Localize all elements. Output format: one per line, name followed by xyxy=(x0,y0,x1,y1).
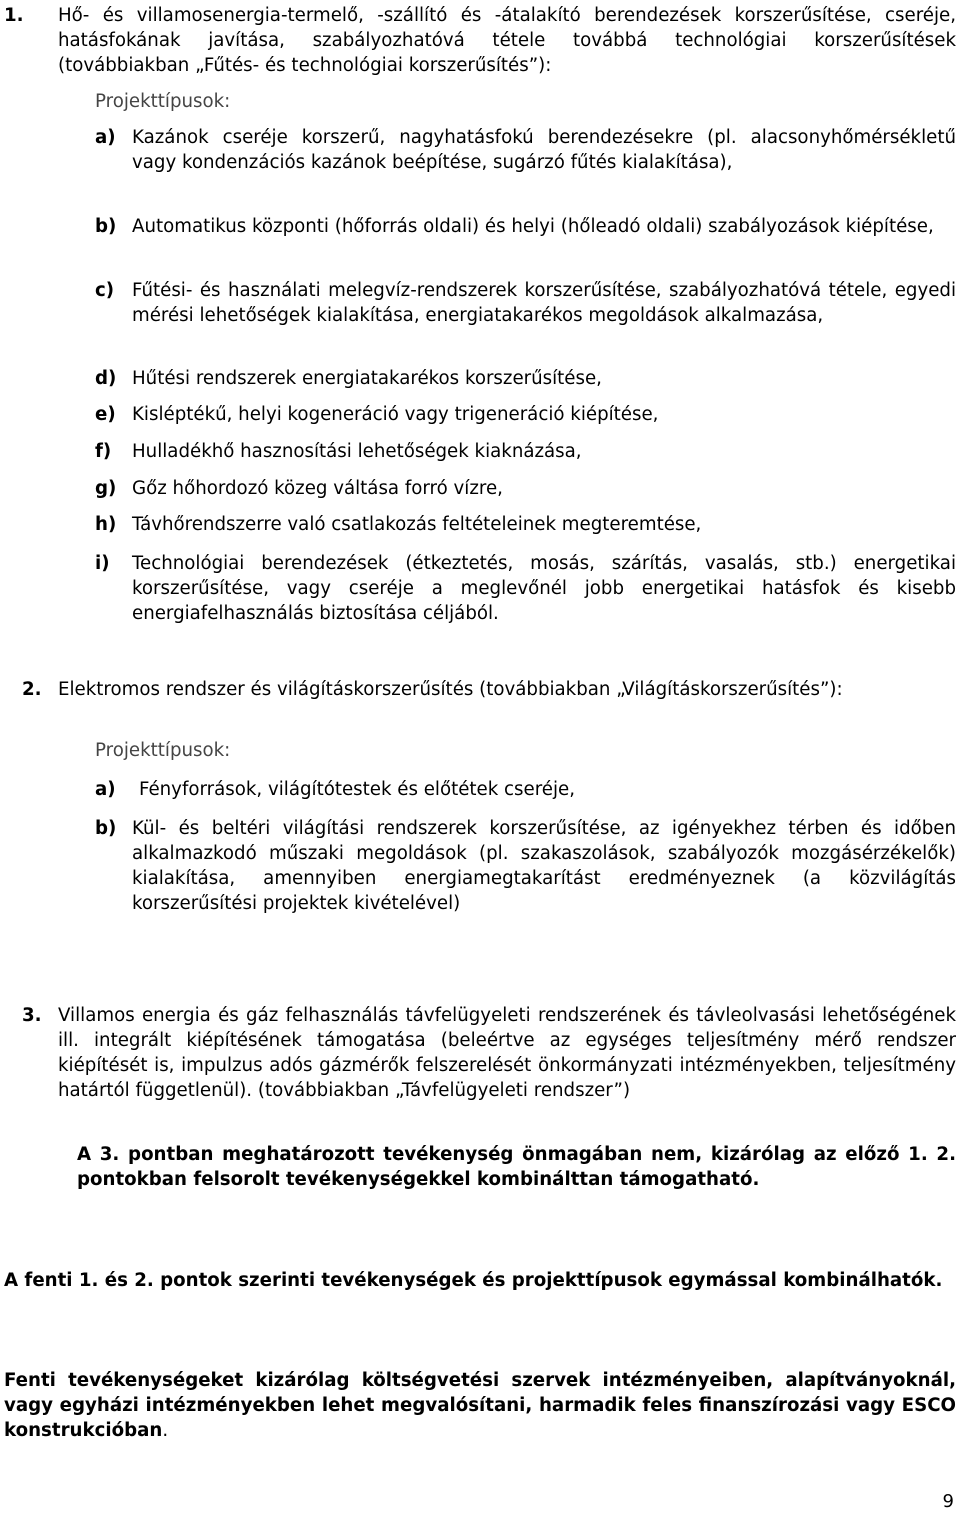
section-1-heading: Hő- és villamosenergia-termelő, -szállító és -átalakító berendezések korszerűsítése, cseréje, hatásfokának javítása, szabályozhatóvá tétele továbbá technológiai korszerűsítések (továbbiakban „Fűtés- és technológiai korszerűsítés”): xyxy=(58,5,956,76)
item-label: f) xyxy=(95,441,112,462)
section-1-item-e xyxy=(95,402,956,427)
section-3-number: 3. xyxy=(22,1005,42,1026)
item-label: c) xyxy=(95,280,115,301)
section-1-item-i xyxy=(95,551,956,626)
item-text: Kisléptékű, helyi kogeneráció vagy trigeneráció kiépítése, xyxy=(132,404,659,425)
item-text: Technológiai berendezések (étkeztetés, mosás, szárítás, vasalás, stb.) energetikai korszerűsítése, vagy cseréje a meglevőnél jobb energetikai hatásfok és kisebb energiafelhasználás biztosítása céljából. xyxy=(132,553,956,624)
item-label: b) xyxy=(95,818,117,839)
section-3-note: A 3. pontban meghatározott tevékenység önmagában nem, kizárólag az előző 1. 2. pontokban felsorolt tevékenységekkel kombinálttan támogatható. xyxy=(77,1144,956,1190)
section-1-number: 1. xyxy=(4,5,24,26)
section-2-projects-label: Projekttípusok: xyxy=(95,740,231,761)
item-label: a) xyxy=(95,779,116,800)
section-2-item-a xyxy=(95,777,956,802)
section-1-item-a xyxy=(95,125,956,175)
item-label: h) xyxy=(95,514,117,535)
item-label: b) xyxy=(95,216,117,237)
item-text: Kazánok cseréje korszerű, nagyhatásfokú berendezésekre (pl. alacsonyhőmérsékletű vagy kondenzációs kazánok beépítése, sugárzó fűtés kialakítása), xyxy=(132,127,956,173)
section-2-heading: Elektromos rendszer és világításkorszerűsítés (továbbiakban „Világításkorszerűsítés”): xyxy=(58,679,843,700)
page-number: 9 xyxy=(942,1491,954,1512)
item-text: Fényforrások, világítótestek és előtétek cseréje, xyxy=(139,779,575,800)
item-text: Hűtési rendszerek energiatakarékos korszerűsítése, xyxy=(132,368,602,389)
item-text: Gőz hőhordozó közeg váltása forró vízre, xyxy=(132,478,503,499)
item-text: Távhőrendszerre való csatlakozás feltételeinek megteremtése, xyxy=(132,514,702,535)
section-2-item-b xyxy=(95,816,956,916)
item-text: Kül- és beltéri világítási rendszerek korszerűsítése, az igényekhez térben és időben alkalmazkodó műszaki megoldások (pl. szakaszolások, szabályozók mozgásérzékelők) kialakítása, amennyiben energiamegtakarítást eredményeznek (a közvilágítás korszerűsítési projektek kivételével) xyxy=(132,818,956,914)
section-1-item-g xyxy=(95,476,956,501)
item-text: Automatikus központi (hőforrás oldali) és helyi (hőleadó oldali) szabályozások kiépítése, xyxy=(132,216,934,237)
item-label: i) xyxy=(95,553,110,574)
section-1-item-c xyxy=(95,278,956,328)
section-1-item-h xyxy=(95,512,956,537)
section-1-projects-label: Projekttípusok: xyxy=(95,91,231,112)
section-1-item-d xyxy=(95,366,956,391)
final-note-text: Fenti tevékenységeket kizárólag költségvetési szervek intézményeiben, alapítványoknál, vagy egyházi intézményekben lehet megvalósítani, harmadik feles finanszírozási vagy ESCO konstrukcióban xyxy=(4,1370,956,1441)
final-note xyxy=(4,1368,956,1443)
item-text: Fűtési- és használati melegvíz-rendszerek korszerűsítése, szabályozhatóvá tétele, egyedi mérési lehetőségek kialakítása, energiatakarékos megoldások alkalmazása, xyxy=(132,280,956,326)
section-3-heading: Villamos energia és gáz felhasználás távfelügyeleti rendszerének és távleolvasási lehetőségének ill. integrált kiépítésének támogatása (beleértve az egységes teljesítmény mérő rendszer kiépítését is, impulzus adós gázmérők felszerelését önkormányzati intézményekben, teljesítmény határtól függetlenül). (továbbiakban „Távfelügyeleti rendszer”) xyxy=(58,1005,956,1101)
final-note-period: . xyxy=(162,1420,169,1441)
section-1-item-f xyxy=(95,439,956,464)
item-text: Hulladékhő hasznosítási lehetőségek kiaknázása, xyxy=(132,441,582,462)
section-2-number: 2. xyxy=(22,679,42,700)
item-label: g) xyxy=(95,478,117,499)
item-label: e) xyxy=(95,404,116,425)
section-1-item-b xyxy=(95,214,956,239)
combination-note: A fenti 1. és 2. pontok szerinti tevékenységek és projekttípusok egymással kombinálhatók. xyxy=(4,1270,943,1291)
item-label: a) xyxy=(95,127,116,148)
item-label: d) xyxy=(95,368,117,389)
